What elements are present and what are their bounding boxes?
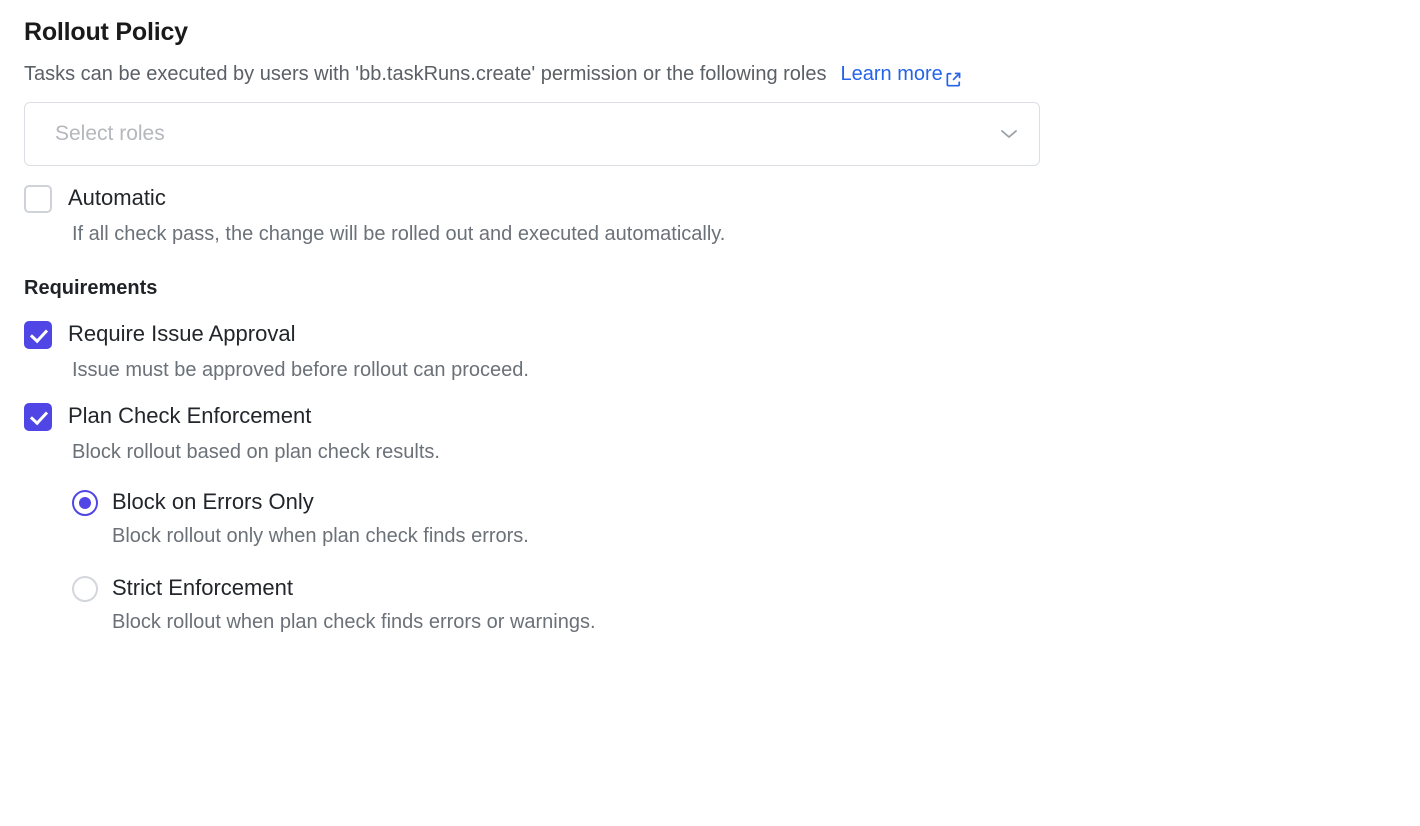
policy-description: Tasks can be executed by users with 'bb.taskRuns.create' permission or the following roles: [24, 63, 827, 85]
block-on-errors-radio[interactable]: [72, 490, 98, 516]
requirements-heading: Requirements: [24, 277, 158, 299]
policy-description-row: [24, 60, 1396, 88]
strict-enforcement-help: Block rollout when plan check finds errors or warnings.: [112, 611, 596, 633]
enforcement-option-strict: [72, 572, 1396, 636]
chevron-down-icon: [997, 122, 1021, 146]
plan-check-enforcement-label: Plan Check Enforcement: [68, 403, 312, 428]
plan-check-enforcement-help: Block rollout based on plan check results.: [72, 441, 440, 463]
requirement-issue-approval: [24, 318, 1396, 384]
block-on-errors-help: Block rollout only when plan check finds errors.: [112, 525, 529, 547]
automatic-option: [24, 182, 1396, 248]
require-issue-approval-checkbox[interactable]: [24, 321, 52, 349]
automatic-label: Automatic: [68, 185, 166, 210]
enforcement-option-block-on-errors: [72, 486, 1396, 550]
learn-more-label: Learn more: [840, 63, 943, 85]
external-link-icon: [945, 68, 962, 85]
automatic-help: If all check pass, the change will be rolled out and executed automatically.: [72, 223, 726, 245]
roles-select-placeholder: Select roles: [55, 122, 165, 145]
plan-check-enforcement-checkbox[interactable]: [24, 403, 52, 431]
require-issue-approval-help: Issue must be approved before rollout can proceed.: [72, 359, 529, 381]
require-issue-approval-label: Require Issue Approval: [68, 321, 296, 346]
roles-select[interactable]: [24, 102, 1040, 166]
enforcement-radio-group: [72, 486, 1396, 636]
page-title: Rollout Policy: [24, 18, 188, 46]
automatic-checkbox[interactable]: [24, 185, 52, 213]
requirement-plan-check-enforcement: [24, 400, 1396, 636]
block-on-errors-label: Block on Errors Only: [112, 489, 314, 514]
strict-enforcement-radio[interactable]: [72, 576, 98, 602]
strict-enforcement-label: Strict Enforcement: [112, 575, 293, 600]
learn-more-link[interactable]: [840, 60, 961, 88]
